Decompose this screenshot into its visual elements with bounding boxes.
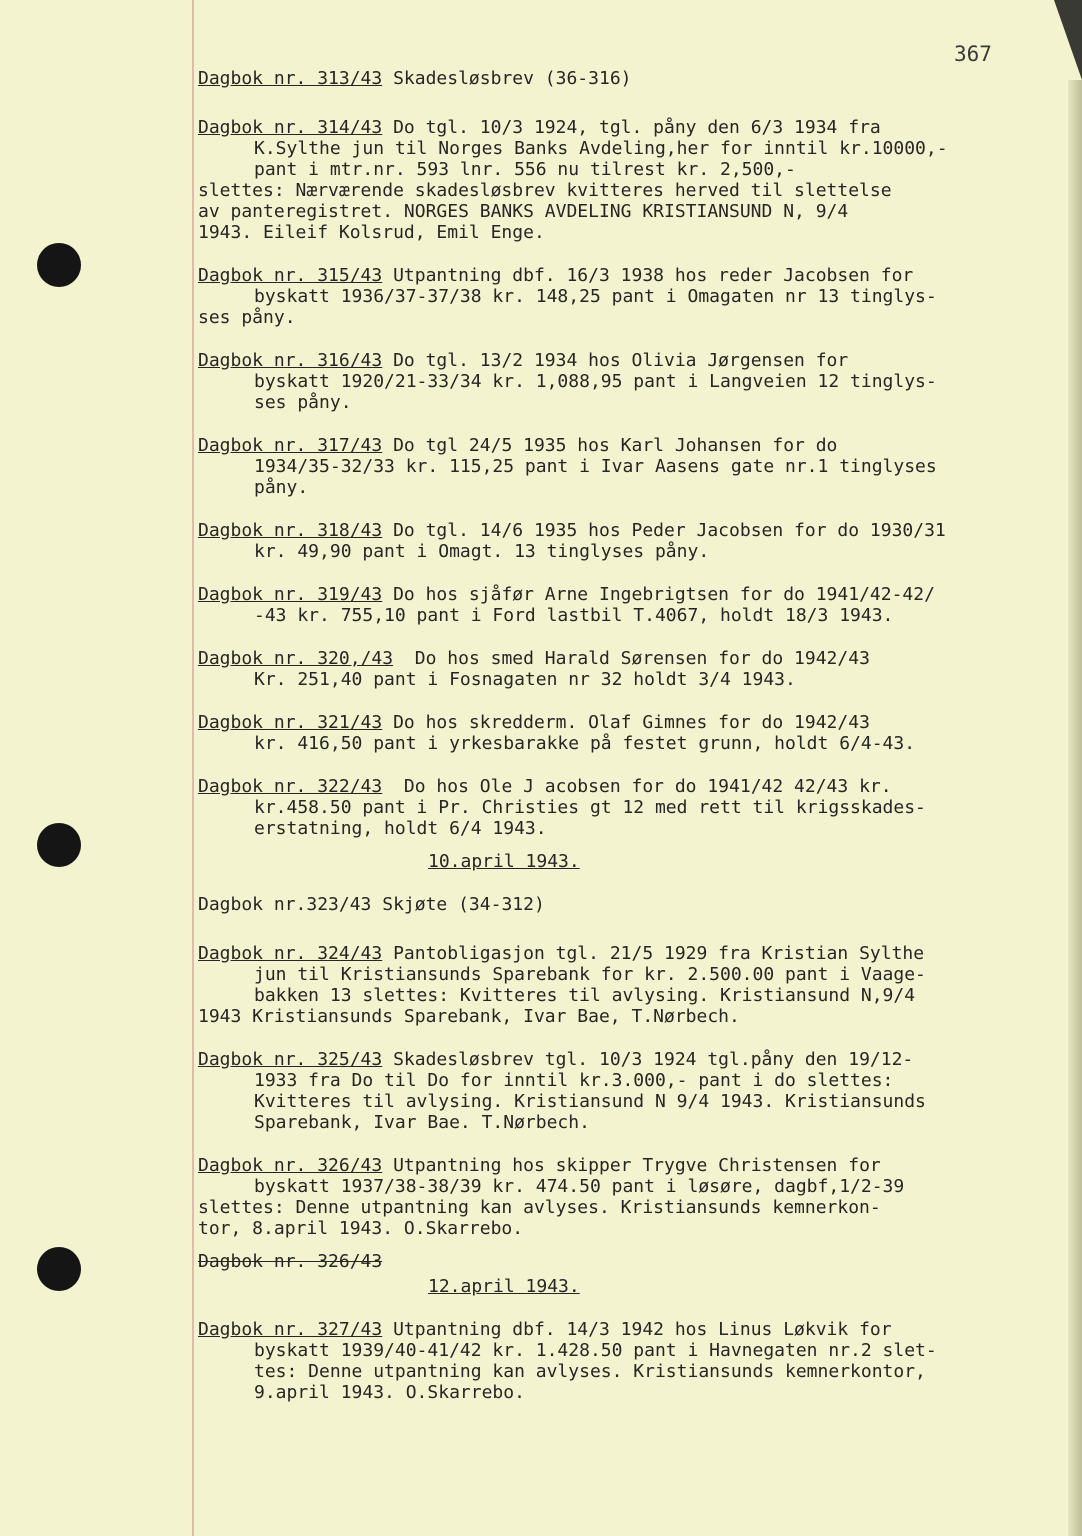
entry-text: Skadesløsbrev (36-316)	[393, 68, 632, 89]
punch-hole	[37, 243, 81, 287]
entry-ref: Dagbok nr. 321/43	[198, 712, 383, 733]
ledger-entries	[198, 68, 1078, 1425]
page-number: 367	[954, 42, 992, 66]
entry-text: Skadesløsbrev tgl. 10/3 1924 tgl.påny den 19/12-	[393, 1049, 914, 1070]
entry-text: Utpantning dbf. 14/3 1942 hos Linus Løkvik for	[393, 1319, 892, 1340]
ledger-entry	[198, 943, 1078, 1027]
entry-line: K.Sylthe jun til Norges Banks Avdeling,her for inntil kr.10000,-	[254, 138, 948, 159]
entry-text: Do hos skredderm. Olaf Gimnes for do 1942/43	[393, 712, 870, 733]
entry-line: byskatt 1936/37-37/38 kr. 148,25 pant i Omagaten nr 13 tinglys-	[254, 286, 937, 307]
ledger-entry	[198, 894, 1078, 915]
entry-line: byskatt 1920/21-33/34 kr. 1,088,95 pant i Langveien 12 tinglys-	[254, 371, 937, 392]
ledger-entry	[198, 776, 1078, 839]
date-heading: 12.april 1943.	[428, 1276, 580, 1297]
entry-line: tor, 8.april 1943. O.Skarrebo.	[198, 1218, 524, 1239]
entry-line: Sparebank, Ivar Bae. T.Nørbech.	[254, 1112, 590, 1133]
ledger-entry	[198, 265, 1078, 328]
ledger-entry	[198, 68, 1078, 89]
entry-line: Kvitteres til avlysing. Kristiansund N 9/4 1943. Kristiansunds	[254, 1091, 926, 1112]
ledger-entry	[198, 117, 1078, 243]
entry-line: 1943 Kristiansunds Sparebank, Ivar Bae, T.Nørbech.	[198, 1006, 740, 1027]
entry-line: Kr. 251,40 pant i Fosnagaten nr 32 holdt 3/4 1943.	[254, 669, 796, 690]
ledger-entry	[198, 648, 1078, 690]
entry-line: -43 kr. 755,10 pant i Ford lastbil T.4067, holdt 18/3 1943.	[254, 605, 894, 626]
struck-entry: Dagbok nr. 326/43	[198, 1251, 383, 1272]
entry-ref: Dagbok nr. 320,/43	[198, 648, 394, 669]
entry-text: Utpantning hos skipper Trygve Christensen for	[393, 1155, 881, 1176]
entry-line: slettes: Nærværende skadesløsbrev kvitteres herved til slettelse	[198, 180, 892, 201]
entry-line: erstatning, holdt 6/4 1943.	[254, 818, 547, 839]
entry-ref: Dagbok nr. 318/43	[198, 520, 383, 541]
entry-text: Do tgl. 13/2 1934 hos Olivia Jørgensen for	[393, 350, 849, 371]
ledger-entry	[198, 1319, 1078, 1403]
entry-line: kr.458.50 pant i Pr. Christies gt 12 med rett til krigsskades-	[254, 797, 926, 818]
entry-line: byskatt 1939/40-41/42 kr. 1.428.50 pant i Havnegaten nr.2 slet-	[254, 1340, 937, 1361]
entry-text: Do tgl. 10/3 1924, tgl. påny den 6/3 1934 fra	[393, 117, 881, 138]
margin-rule	[192, 0, 194, 1536]
entry-ref: Dagbok nr. 315/43	[198, 265, 383, 286]
entry-line: ses påny.	[254, 392, 352, 413]
entry-ref: Dagbok nr. 313/43	[198, 68, 383, 89]
entry-line: byskatt 1937/38-38/39 kr. 474.50 pant i løsøre, dagbf,1/2-39	[254, 1176, 905, 1197]
entry-ref: Dagbok nr. 327/43	[198, 1319, 383, 1340]
entry-line: av panteregistret. NORGES BANKS AVDELING KRISTIANSUND N, 9/4	[198, 201, 849, 222]
entry-ref: Dagbok nr. 326/43	[198, 1155, 383, 1176]
entry-line: ses påny.	[198, 307, 296, 328]
entry-line: påny.	[254, 477, 309, 498]
ledger-entry	[198, 520, 1078, 562]
entry-ref: Dagbok nr. 325/43	[198, 1049, 383, 1070]
entry-line: kr. 416,50 pant i yrkesbarakke på festet grunn, holdt 6/4-43.	[254, 733, 916, 754]
entry-line: 1933 fra Do til Do for inntil kr.3.000,- pant i do slettes:	[254, 1070, 894, 1091]
entry-line: 9.april 1943. O.Skarrebo.	[254, 1382, 525, 1403]
entry-line: 1943. Eileif Kolsrud, Emil Enge.	[198, 222, 545, 243]
ledger-entry	[198, 350, 1078, 413]
entry-text: Utpantning dbf. 16/3 1938 hos reder Jacobsen for	[393, 265, 914, 286]
entry-line: kr. 49,90 pant i Omagt. 13 tinglyses påny.	[254, 541, 710, 562]
entry-line: pant i mtr.nr. 593 lnr. 556 nu tilrest kr. 2,500,-	[254, 159, 796, 180]
entry-line: 1934/35-32/33 kr. 115,25 pant i Ivar Aasens gate nr.1 tinglyses	[254, 456, 937, 477]
entry-text: Do tgl. 14/6 1935 hos Peder Jacobsen for do 1930/31	[393, 520, 946, 541]
entry-ref: Dagbok nr.323/43	[198, 894, 372, 915]
ledger-entry	[198, 1049, 1078, 1133]
entry-text: Skjøte (34-312)	[382, 894, 545, 915]
entry-text: Do hos smed Harald Sørensen for do 1942/43	[403, 648, 870, 669]
ledger-entry	[198, 712, 1078, 754]
entry-ref: Dagbok nr. 322/43	[198, 776, 383, 797]
entry-line: tes: Denne utpantning kan avlyses. Kristiansunds kemnerkontor,	[254, 1361, 926, 1382]
entry-line: slettes: Denne utpantning kan avlyses. Kristiansunds kemnerkon-	[198, 1197, 881, 1218]
entry-text: Pantobligasjon tgl. 21/5 1929 fra Kristian Sylthe	[393, 943, 925, 964]
entry-ref: Dagbok nr. 316/43	[198, 350, 383, 371]
entry-text: Do hos Ole J acobsen for do 1941/42 42/43 kr.	[393, 776, 892, 797]
entry-ref: Dagbok nr. 324/43	[198, 943, 383, 964]
entry-text: Do hos sjåfør Arne Ingebrigtsen for do 1941/42-42/	[393, 584, 935, 605]
entry-line: jun til Kristiansunds Sparebank for kr. 2.500.00 pant i Vaage-	[254, 964, 926, 985]
punch-hole	[37, 1247, 81, 1291]
entry-ref: Dagbok nr. 314/43	[198, 117, 383, 138]
ledger-entry	[198, 584, 1078, 626]
ledger-entry	[198, 1155, 1078, 1239]
ledger-entry	[198, 435, 1078, 498]
date-heading: 10.april 1943.	[428, 851, 580, 872]
entry-line: bakken 13 slettes: Kvitteres til avlysing. Kristiansund N,9/4	[254, 985, 916, 1006]
entry-ref: Dagbok nr. 317/43	[198, 435, 383, 456]
entry-text: Do tgl 24/5 1935 hos Karl Johansen for do	[393, 435, 838, 456]
entry-ref: Dagbok nr. 319/43	[198, 584, 383, 605]
punch-hole	[37, 823, 81, 867]
